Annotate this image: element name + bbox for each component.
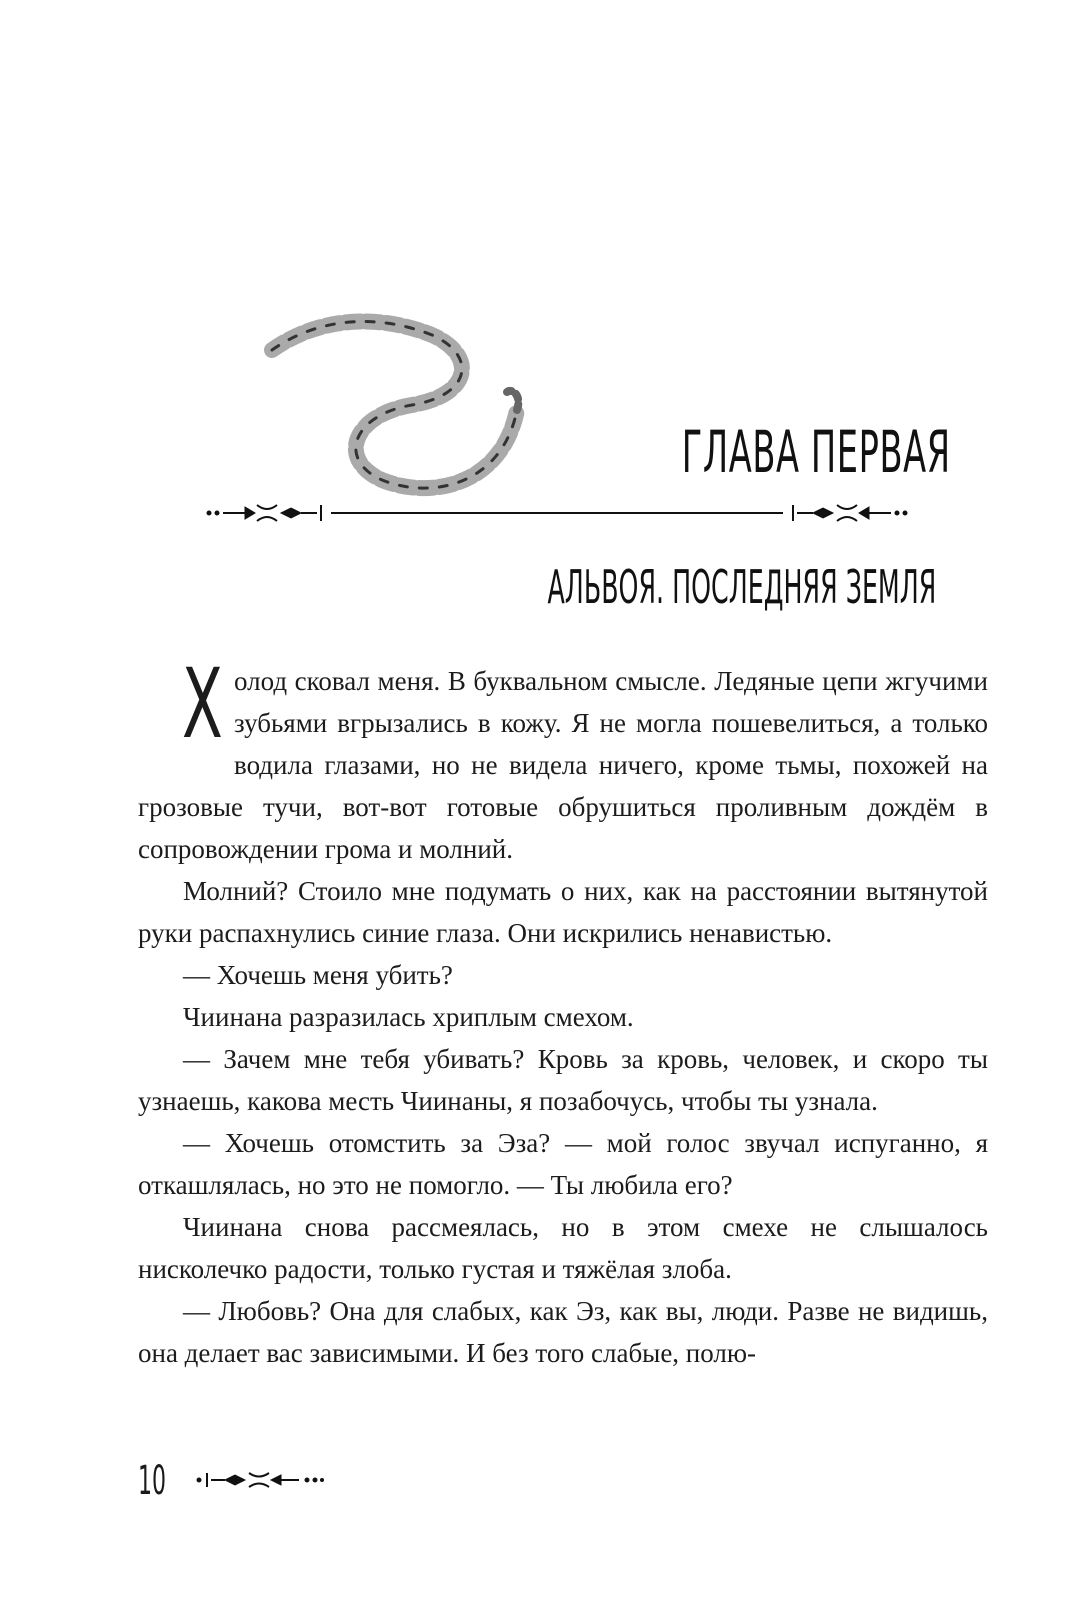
paragraph-3: — Хочешь меня убить?	[183, 960, 453, 990]
paragraph-1-text: олод сковал меня. В буквальном смысле. Ледяные цепи жгучими зубьями вгрызались в кожу. Я не могла пошевелиться, а только водила глазами, но не видела ничего, кроме тьмы, похожей на грозовые тучи, вот-вот готовые обрушиться проливным дождём в сопровождении грома и молний.	[138, 666, 988, 864]
footer-ornament	[195, 1468, 325, 1492]
chain-illustration	[262, 310, 562, 505]
chapter-subtitle: АЛЬВОЯ. ПОСЛЕДНЯЯ ЗЕМЛЯ	[547, 560, 937, 614]
drop-cap: Х	[182, 648, 223, 760]
paragraph-2: Молний? Стоило мне подумать о них, как на расстоянии вытянутой руки распахнулись синие глаза. Они искрились ненавистью.	[138, 876, 988, 948]
paragraph-5: — Зачем мне тебя убивать? Кровь за кровь, человек, и скоро ты узнаешь, какова месть Чиинаны, я позабочусь, чтобы ты узнала.	[138, 1044, 988, 1116]
paragraph-7: Чиинана снова рассмеялась, но в этом смехе не слышалось нисколечко радости, только густая и тяжёлая злоба.	[138, 1212, 988, 1284]
page-number: 10	[138, 1458, 166, 1504]
chapter-body	[138, 648, 988, 1374]
paragraph-8: — Любовь? Она для слабых, как Эз, как вы, люди. Разве не видишь, она делает вас зависимыми. И без того слабые, полю-	[138, 1296, 988, 1368]
paragraph-6: — Хочешь отомстить за Эза? — мой голос звучал испуганно, я откашлялась, но это не помогло. — Ты любила его?	[138, 1128, 988, 1200]
ornamental-divider	[205, 497, 910, 529]
chapter-title: ГЛАВА ПЕРВАЯ	[681, 418, 951, 486]
paragraph-4: Чиинана разразилась хриплым смехом.	[183, 1002, 634, 1032]
paragraph-1	[138, 648, 988, 870]
